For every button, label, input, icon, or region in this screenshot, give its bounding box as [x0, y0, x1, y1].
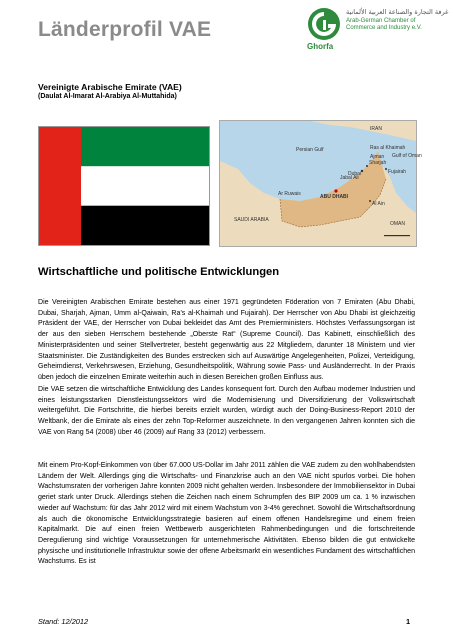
map-label-rak: Ras al Khaimah	[370, 145, 406, 151]
map-label-gulf: Persian Gulf	[296, 147, 324, 153]
abu-dhabi-marker	[334, 189, 337, 192]
fujairah-marker	[385, 168, 387, 170]
paragraph-income: Mit einem Pro-Kopf-Einkommen von über 67.000 US-Dollar im Jahr 2011 zählen die VAE zudem zu den wohlhabendsten Ländern der Welt. Allerdings ging die Wirtschafts- und Finanzkrise auch an den VAE nicht spurlos vorbei. Die hohen Wachstumsraten der vorherigen Jahre konnten 2009 nicht gehalten werden. Insbesondere der Immobiliensektor in Dubai geriet stark unter Druck. Allerdings stehen die Zeichen nach einem Schrumpfen des BIP 2009 um ca. 1 % inzwischen wieder auf Wachstum: für das Jahr 2012 wird mit einem Wachstum von 3-4% gerechnet. Sowohl die Wirtschaftsordnung als auch die ökonomische Entwicklungsstrategie basieren auf einem offenen Handelsregime und einem freien Kapitalmarkt. Die auf einen freien Wettbewerb ausgerichteten Rahmenbedingungen und die fortschreitende Deregulierung sind wichtige Voraussetzungen für unternehmerische Aktivitäten. Ebenso bilden die gut entwickelte physische und institutionelle Infrastruktur sowie der offene Arbeitsmarkt ein wesentliches Fundament des wirtschaftlichen Wachstums. Es ist	[38, 462, 415, 566]
al-ain-marker	[369, 200, 371, 202]
page-title: Länderprofil VAE	[38, 18, 212, 41]
map-label-jebel-ali: Jabal Ali	[340, 175, 359, 181]
paragraph-politics: Die Vereinigten Arabischen Emirate bestehen aus einer 1971 gegründeten Föderation von 7 Emiraten (Abu Dhabi, Dubai, Sharjah, Ajman, Umm al-Qaiwain, Ra's al-Khaimah und Fujairah). Der Herrscher von Abu Dhabi ist gleichzeitig Präsident der VAE, der Herrscher von Dubai bekleidet das Amt des Premierministers. Höchstes Verfassungsorgan ist der aus den sieben Herrschern bestehende „Oberste Rat“ (Supreme Council). Das Kabinett, einschließlich des Ministerpräsidenten und seiner Stellvertreter, besteht gegenwärtig aus 22 Mitgliedern, darunter 18 Ministern und vier Staatsminister. Die Zuständigkeiten des Bundes erstrecken sich auf Auswärtige Angelegenheiten, Polizei, Verteidigung, Geheimdienst, Verkehrswesen, Erziehung, Gesundheitspolitik, Währung sowie Pass- und Ausländerrecht. In der Praxis üben jedoch die einzelnen Emirate weiterhin auch in diesen Bereichen großen Einfluss aus.	[38, 299, 415, 381]
map-label-gulf-of-oman: Gulf of Oman	[392, 153, 422, 159]
map-label-dubai: Dubai	[348, 171, 362, 177]
map-label-ajman: Ajman	[370, 154, 385, 160]
map-label-iran: IRAN	[370, 126, 382, 132]
flag-green-stripe	[81, 127, 209, 166]
map-label-abu-dhabi: ABU DHABI	[320, 194, 349, 200]
sharjah-marker	[366, 165, 368, 167]
paragraph-economy: Die VAE setzen die wirtschaftliche Entwicklung des Landes konsequent fort. Durch den Aufbau moderner Industrien und eines leistungsstarken Dienstleistungssektors wird die Modernisierung und Diversifizierung der Volkswirtschaft weitergeführt. Die Fortschritte, die hierbei bereits erzielt wurden, würdigt auch der Doing-Business-Report 2010 der Weltbank, der die Emirate als eines der zehn Top-Reformer auszeichnete. In den vergangenen Jahren konnten sich die VAE von Rang 54 (2008) über 46 (2009) auf Rang 33 (2012) verbessern.	[38, 386, 415, 436]
map-label-al-ain: Al Ain	[372, 201, 385, 207]
uae-flag	[38, 126, 210, 246]
country-name: Vereinigte Arabische Emirate (VAE)	[38, 82, 182, 92]
logo-wordmark: Ghorfa	[307, 42, 334, 51]
logo-arabic-text: غرفة التجارة والصناعة العربية الألمانية	[346, 8, 449, 16]
ghorfa-emblem-icon	[306, 6, 342, 42]
flag-black-stripe	[81, 206, 209, 245]
logo-english-text: Arab-German Chamber of Commerce and Industry e.V.	[346, 18, 422, 31]
page-number: 1	[406, 617, 411, 626]
map-label-saudi: SAUDI ARABIA	[234, 217, 269, 223]
country-native-name: (Daulat Al-Imarat Al-Arabiya Al-Muttahida)	[38, 93, 177, 100]
map-label-ruwais: Ar Ruwais	[278, 191, 301, 197]
dubai-marker	[361, 170, 363, 172]
flag-red-band	[39, 127, 81, 245]
section-heading: Wirtschaftliche und politische Entwicklungen	[38, 266, 280, 278]
ghorfa-logo	[306, 6, 449, 52]
map-label-fujairah: Fujairah	[388, 169, 407, 175]
footer-date: Stand: 12/2012	[38, 617, 89, 626]
flag-white-stripe	[81, 166, 209, 205]
map-label-oman: OMAN	[390, 221, 405, 227]
map-scale-bar	[384, 235, 410, 236]
uae-map	[219, 120, 422, 247]
map-label-sharjah: Sharjah	[369, 160, 387, 166]
